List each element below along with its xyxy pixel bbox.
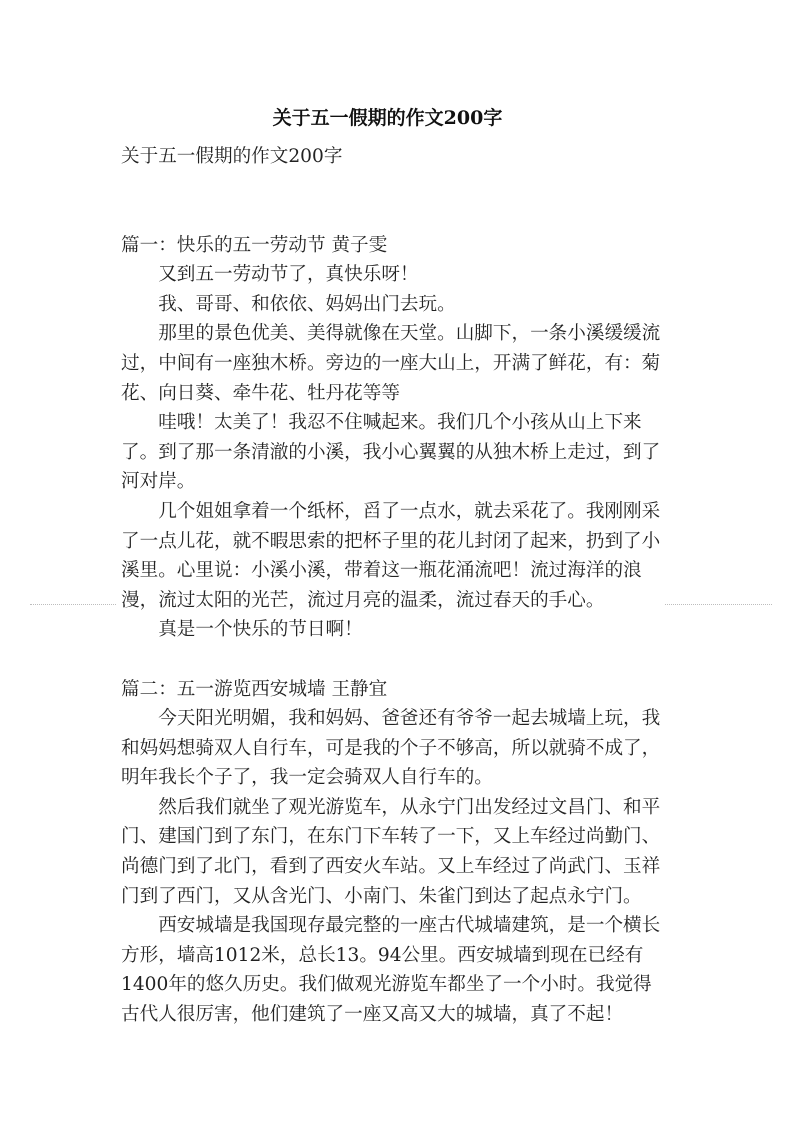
- paragraph: 那里的景色优美、美得就像在天堂。山脚下，一条小溪缓缓流过，中间有一座独木桥。旁边的一座大山上，开满了鲜花，有：菊花、向日葵、牵牛花、牡丹花等等: [121, 323, 661, 404]
- document-body: [121, 142, 669, 1030]
- section-heading: 篇一：快乐的五一劳动节 黄子雯: [121, 234, 388, 256]
- paragraph: 又到五一劳动节了，真快乐呀！: [158, 264, 419, 286]
- document-subtitle: 关于五一假期的作文200字: [121, 146, 343, 167]
- paragraph: 我、哥哥、和依依、妈妈出门去玩。: [158, 293, 456, 315]
- section-2: [121, 675, 669, 1030]
- spacer: [121, 645, 669, 675]
- section-heading: 篇二：五一游览西安城墙 王静宜: [121, 678, 388, 700]
- document-title: 关于五一假期的作文200字: [272, 107, 503, 129]
- paragraph: 真是一个快乐的节日啊！: [158, 619, 363, 641]
- page-divider-right: [665, 604, 772, 605]
- paragraph: 今天阳光明媚，我和妈妈、爸爸还有爷爷一起去城墙上玩，我和妈妈想骑双人自行车，可是我的个子不够高，所以就骑不成了，明年我长个子了，我一定会骑双人自行车的。: [121, 708, 661, 789]
- section-1: [121, 231, 669, 645]
- page-divider-left: [30, 604, 116, 605]
- paragraph: 西安城墙是我国现存最完整的一座古代城墙建筑，是一个横长方形，墙高1012米，总长13。94公里。西安城墙到现在已经有1400年的悠久历史。我们做观光游览车都坐了一个小时。我觉得古代人很厉害，他们建筑了一座又高又大的城墙，真了不起！: [121, 915, 661, 1026]
- paragraph: 然后我们就坐了观光游览车，从永宁门出发经过文昌门、和平门、建国门到了东门，在东门下车转了一下，又上车经过尚勤门、尚德门到了北门，看到了西安火车站。又上车经过了尚武门、玉祥门到了西门，又从含光门、小南门、朱雀门到达了起点永宁门。: [121, 796, 661, 907]
- paragraph: 哇哦！太美了！我忍不住喊起来。我们几个小孩从山上下来了。到了那一条清澈的小溪，我小心翼翼的从独木桥上走过，到了河对岸。: [121, 412, 661, 493]
- paragraph: 几个姐姐拿着一个纸杯，舀了一点水，就去采花了。我刚刚采了一点儿花，就不暇思索的把杯子里的花儿封闭了起来，扔到了小溪里。心里说：小溪小溪，带着这一瓶花涌流吧！流过海洋的浪漫，流过太阳的光芒，流过月亮的温柔，流过春天的手心。: [121, 500, 661, 611]
- spacer: [121, 172, 669, 231]
